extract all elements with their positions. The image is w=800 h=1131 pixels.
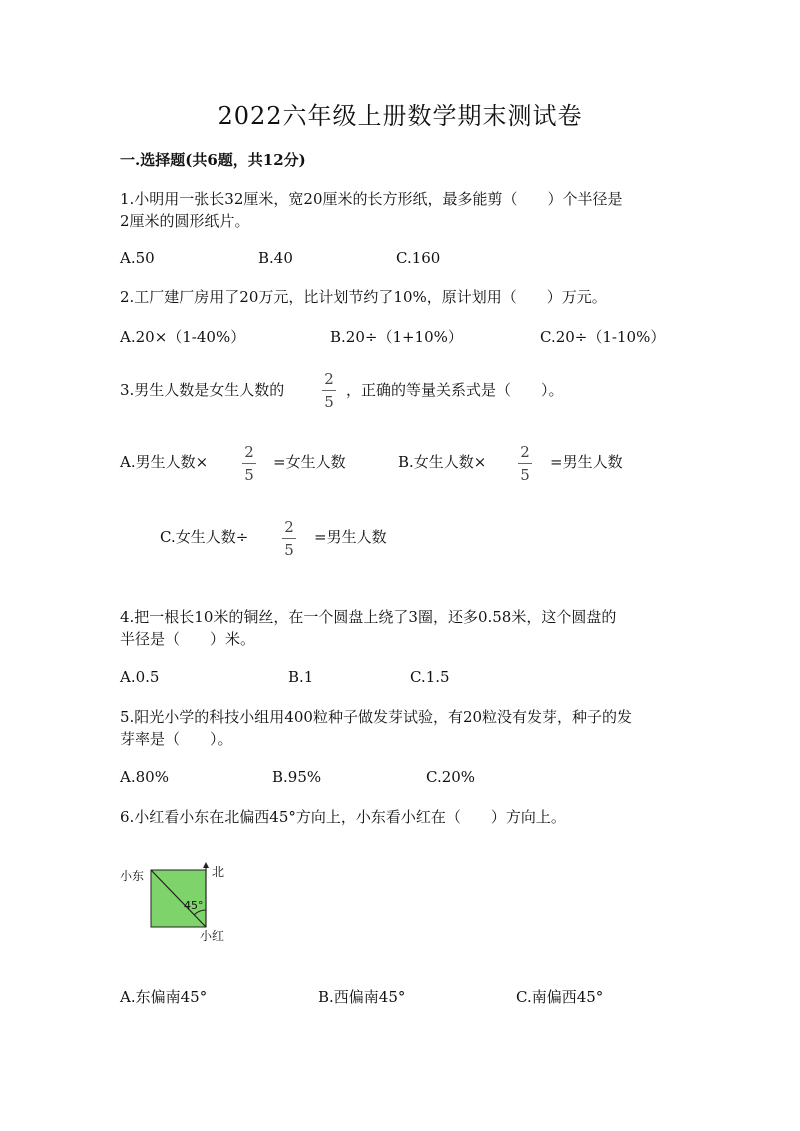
question-5-option-a: A.80% — [120, 768, 169, 786]
question-2-option-a: A.20×（1-40%） — [120, 328, 246, 346]
question-3-option-c-fraction — [282, 518, 296, 559]
question-4-option-c: C.1.5 — [410, 668, 450, 686]
question-6-option-a: A.东偏南45° — [120, 988, 208, 1006]
question-2-stem: 2.工厂建厂房用了20万元，比计划节约了10%，原计划用（ ）万元。 — [120, 288, 607, 306]
fraction-numerator: 2 — [324, 370, 334, 388]
fraction-bar — [518, 463, 532, 464]
fraction-denominator: 5 — [324, 393, 334, 411]
north-arrow-icon — [203, 862, 209, 868]
fraction-bar — [282, 538, 296, 539]
question-1-stem-line2: 2厘米的圆形纸片。 — [120, 212, 250, 230]
question-3-option-c-pre: C.女生人数÷ — [160, 528, 249, 546]
fraction-bar — [322, 390, 336, 391]
question-6-option-b: B.西偏南45° — [318, 988, 406, 1006]
fraction-numerator: 2 — [284, 518, 294, 536]
question-6-option-c: C.南偏西45° — [516, 988, 604, 1006]
fraction-numerator: 2 — [244, 443, 254, 461]
question-5-stem-line1: 5.阳光小学的科技小组用400粒种子做发芽试验，有20粒没有发芽，种子的发 — [120, 708, 633, 726]
page-title: 2022六年级上册数学期末测试卷 — [217, 102, 583, 130]
question-5-stem-line2: 芽率是（ ）。 — [120, 730, 233, 748]
question-4-option-a: A.0.5 — [120, 668, 160, 686]
question-3-option-a-pre: A.男生人数× — [120, 453, 209, 471]
question-2-option-b: B.20÷（1+10%） — [330, 328, 463, 346]
question-3-option-a-fraction — [242, 443, 256, 484]
question-1-stem-line1: 1.小明用一张长32厘米，宽20厘米的长方形纸，最多能剪（ ）个半径是 — [120, 190, 623, 208]
fraction-denominator: 5 — [244, 466, 254, 484]
question-3-option-b-post: =男生人数 — [550, 453, 623, 471]
question-4-stem-line2: 半径是（ ）米。 — [120, 630, 256, 648]
question-3-stem-post: ，正确的等量关系式是（ ）。 — [346, 381, 564, 399]
question-4-option-b: B.1 — [288, 668, 314, 686]
fraction-bar — [242, 463, 256, 464]
fraction-numerator: 2 — [520, 443, 530, 461]
fraction-denominator: 5 — [284, 541, 294, 559]
question-4-stem-line1: 4.把一根长10米的铜丝，在一个圆盘上绕了3圈，还多0.58米，这个圆盘的 — [120, 608, 617, 626]
question-2-option-c: C.20÷（1-10%） — [540, 328, 666, 346]
label-xiaodong: 小东 — [120, 869, 145, 883]
label-xiaohong: 小红 — [200, 929, 225, 943]
direction-diagram-svg — [118, 858, 248, 948]
question-3-fraction — [322, 370, 336, 411]
label-angle: 45° — [184, 899, 204, 912]
label-north: 北 — [212, 865, 225, 879]
question-3-option-a-post: =女生人数 — [273, 453, 346, 471]
question-3-option-b-fraction — [518, 443, 532, 484]
question-6-stem: 6.小红看小东在北偏西45°方向上，小东看小红在（ ）方向上。 — [120, 808, 566, 826]
direction-diagram — [118, 858, 248, 948]
section-heading: 一.选择题(共6题，共12分) — [120, 151, 306, 169]
question-5-option-b: B.95% — [272, 768, 322, 786]
question-1-option-b: B.40 — [258, 249, 293, 267]
question-1-option-a: A.50 — [120, 249, 155, 267]
question-5-option-c: C.20% — [426, 768, 476, 786]
question-1-option-c: C.160 — [396, 249, 441, 267]
fraction-denominator: 5 — [520, 466, 530, 484]
question-3-stem-pre: 3.男生人数是女生人数的 — [120, 381, 285, 399]
question-3-option-b-pre: B.女生人数× — [398, 453, 487, 471]
question-3-option-c-post: =男生人数 — [314, 528, 387, 546]
